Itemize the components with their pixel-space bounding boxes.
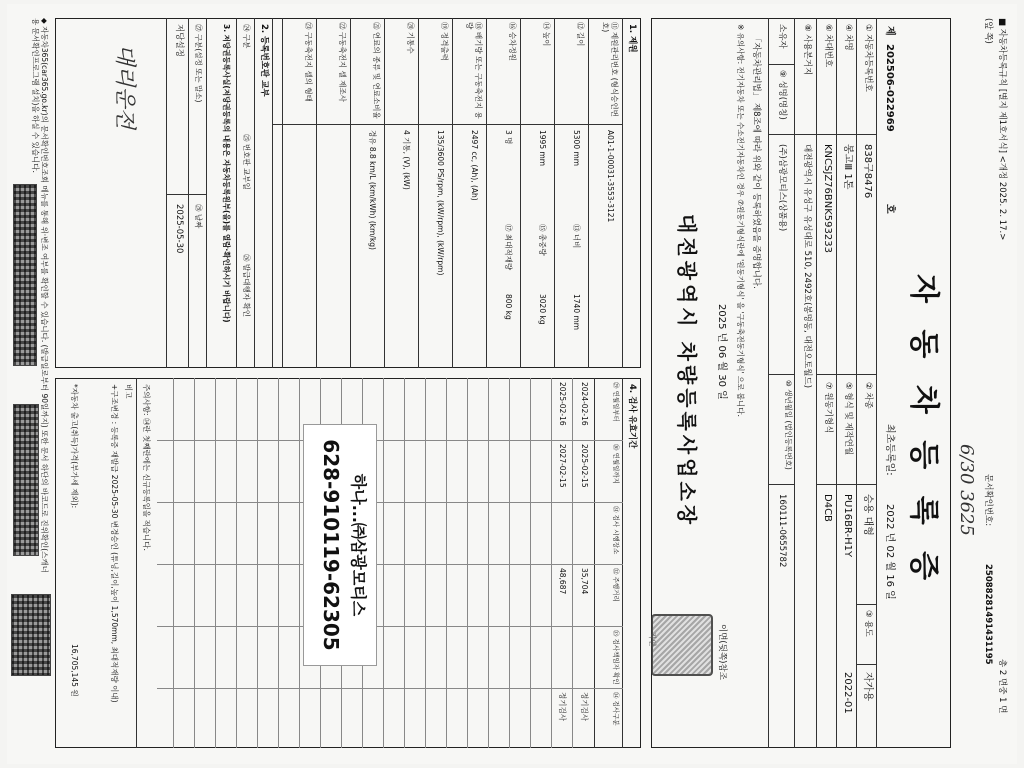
spec-label: ㉓ 구동축전지 셀의 형태 [304, 22, 313, 102]
owner-name-label: ⑨ 성명(명칭) [777, 70, 787, 120]
inspection-cell: 2025-02-15 [580, 444, 589, 488]
certificate-title: 자 동 차 등 록 증 [906, 274, 941, 589]
issue-date: 2025 년 06 월 30 일 [716, 304, 727, 400]
inspection-cell: 정기검사 [558, 692, 567, 721]
bank-sticker [303, 424, 377, 666]
inspection-cell: 2025-02-16 [558, 382, 567, 426]
spec-label-2: ⑰ 최대적재량 [504, 224, 513, 271]
specs-title: 1. 제원 [627, 24, 637, 53]
spec-label: ⑪ 제원관리번호 (형식승인번호) [601, 22, 619, 117]
spec-value: 경유 8.8 km/L (km/kWh) (km/kg) [368, 130, 377, 250]
lien-col1: ㉗ 구분(설정 또는 말소) [194, 24, 203, 103]
vehicle-name: 봉고Ⅲ 1톤 [842, 144, 853, 190]
spec-label: ⑲ 정격출력 [440, 22, 449, 61]
front-mark: (앞 쪽) [983, 18, 993, 44]
plate-issue-col1: ㉔ 구분 [242, 24, 251, 49]
spec-label: ⑫ 길이 [576, 22, 585, 47]
cert-no: 202506-022969 [884, 44, 895, 132]
first-reg-date: 2022 년 02 월 16 일 [884, 504, 895, 600]
inspection-header: ㉚ 연월일까지 [612, 444, 620, 484]
seal-label: 직인 [648, 632, 657, 647]
spec-value: 3 명 [504, 130, 513, 145]
engine-value: D4CB [822, 494, 833, 522]
model-year: 2022-01 [842, 672, 853, 714]
plate-issue-col2: ㉕ 번호판 교부일 [242, 134, 251, 190]
back-note: 이면(뒷쪽)참조 [717, 624, 727, 680]
vin-value: KNCSJZ76BNK593233 [822, 144, 833, 253]
lien-entry-date: 2025-05-30 [174, 204, 184, 254]
lien-entry-type: 저당설정 [174, 24, 184, 57]
cert-no-suffix: 호 [884, 204, 895, 214]
inspection-cell: 48,687 [558, 568, 567, 595]
spec-value: 2497 cc, (Ah), (Ah) [470, 130, 479, 201]
inspection-header: ㉙ 연월일부터 [612, 382, 620, 422]
spec-value-2: 1740 mm [572, 294, 581, 331]
spec-label: ⑭ 높이 [542, 22, 551, 47]
spec-value: A01-1-00031-3553-3121 [606, 130, 615, 223]
name-label: ④ 차명 [843, 24, 853, 51]
price-value: 16,705,145 원 [70, 644, 79, 697]
inspection-cell: 2024-02-16 [580, 382, 589, 426]
owner-label: 소유자 [777, 24, 787, 49]
footer-note: ◆ 자동차365(car365.go.kr)의 문서확인번호조회 메뉴를 통해 위·변조 여부를 확인할 수 있습니다. (발급일로부터 90일까지) 또한 문서 하단의 바코드로 진위확인(스캐너용 문서확인프로그램 설치)을 하실 수 있습니다. [31, 18, 49, 573]
spec-value: 4 기통, (V), (kW) [402, 130, 411, 190]
vin-label: ⑥ 차대번호 [823, 24, 833, 68]
location-value: 대전광역시 유성구 유성대로 510, 2492호(봉명동, 대전오토월드) [802, 144, 812, 389]
inspection-title: 4. 검사 유효기간 [627, 384, 637, 449]
issuer-name: 대전광역시 차량등록사업소장 [675, 214, 699, 529]
caution-note: ※ 유의사항: 전기자동차 또는 수소전기자동차인 경우 ⑦원동기형식란에 '원동기형식' 을 '구동축전동기형식' 으로 봅니다. [736, 24, 745, 417]
spec-label: ㉑ 연료의 종류 및 연료소비율 [372, 22, 381, 119]
plate-issue-col3: ㉖ 발급대행자 확인 [242, 254, 251, 317]
spec-label: ㉒ 구동축전지 셀 제조사 [338, 22, 347, 102]
barcode-1 [11, 594, 51, 676]
remarks-label: 비고 [124, 384, 133, 399]
regulation-ref: ■ 자동차등록규칙 [별지 제1호서식] <개정 2025. 2. 17.> [997, 18, 1007, 241]
usage-value: 자가용 [862, 672, 873, 701]
price-label: *자동차 출고(취득)가격(부가세 제외): [70, 384, 79, 509]
inspection-header: ㉞ 검사구분 [612, 692, 620, 726]
owner-name: (주)삼광모티스(상품용) [777, 144, 787, 232]
vehicle-type: 승용 대형 [862, 494, 873, 536]
spec-label-2: ⑬ 너비 [572, 224, 581, 249]
inspection-cell: 2027-02-15 [558, 444, 567, 488]
model-value: PU16BR-H1Y [842, 494, 853, 558]
page-indicator: 총 2 면중 1 면 [997, 659, 1007, 714]
spec-label: ⑳ 기통수 [406, 22, 415, 54]
handwritten-note: 대리운전 [112, 44, 137, 130]
inspection-cell: 정기검사 [580, 692, 589, 721]
spec-label: ⑯ 승차정원 [508, 22, 517, 61]
bank-account: 628-910119-62305 [318, 439, 343, 651]
cert-no-label: 제 [884, 26, 895, 36]
lien-title: 3. 저당권등록사실(저당권등록의 내용은 자동차등록원부(을)를 열람·확인하시기 바랍니다) [222, 24, 231, 323]
inspection-header: ㉜ 주행거리 [612, 568, 620, 602]
inspection-header: ㉛ 검사 시행장소 [612, 506, 620, 555]
spec-label-2: ⑮ 총중량 [538, 224, 547, 256]
plate-number: 838구8476 [862, 144, 873, 199]
lien-col2: ㉘ 날짜 [194, 204, 203, 229]
official-seal [651, 614, 713, 676]
spec-value-2: 800 kg [504, 294, 513, 320]
owner-id-label: ⑩ 생년월일 (법인등록번호) [784, 380, 793, 470]
margin-handwriting: 6/30 3625 [956, 444, 977, 536]
spec-value-2: 3020 kg [538, 294, 547, 325]
statement: 「자동차관리법」 제8조에 따라 위와 같이 등록하였음을 증명합니다. [751, 34, 761, 289]
location-label: ⑧ 사용본거지 [802, 24, 812, 76]
inspection-cell: 35,704 [580, 568, 589, 595]
barcode-2 [13, 404, 39, 556]
inspection-header: ㉝ 검사책임자 확인 [612, 630, 620, 685]
bank-name: 하나...㈜삼광모티스 [349, 473, 368, 617]
usage-label: ③ 용도 [863, 610, 873, 637]
model-label: ⑤ 형식 및 제작연월 [843, 382, 853, 456]
type-label: ② 차종 [863, 382, 873, 409]
plate-issue-title: 2. 등록번호판 교부 [259, 24, 269, 97]
remarks-text: +구조변경 : 등록증 재발급 2025-05-30 변경승인 (튜닝,길이,높이 1,570mm, 최대적재량 이내) [110, 384, 119, 703]
spec-value: 5300 mm [572, 130, 581, 167]
owner-id: 160111-0655782 [777, 494, 787, 568]
barcode-3 [13, 184, 37, 366]
inspection-caution: 주의사항: ㉞란 첫째란에는 신규등록일을 적습니다. [142, 384, 151, 551]
doc-no: 25088281491431195 [983, 564, 993, 665]
first-reg-label: 최초등록일: [884, 424, 895, 476]
spec-value: 135/3600 PS/rpm, (kW/rpm), (kW/rpm) [436, 130, 445, 276]
registration-certificate [7, 4, 1017, 764]
plate-label: ① 자동차등록번호 [863, 24, 873, 92]
spec-value: 1995 mm [538, 130, 547, 167]
engine-label: ⑦ 원동기형식 [823, 382, 833, 434]
spec-label: ⑱ 배기량 또는 구동축전지 용량 [465, 22, 483, 119]
doc-no-label: 문서확인번호: [983, 474, 993, 527]
